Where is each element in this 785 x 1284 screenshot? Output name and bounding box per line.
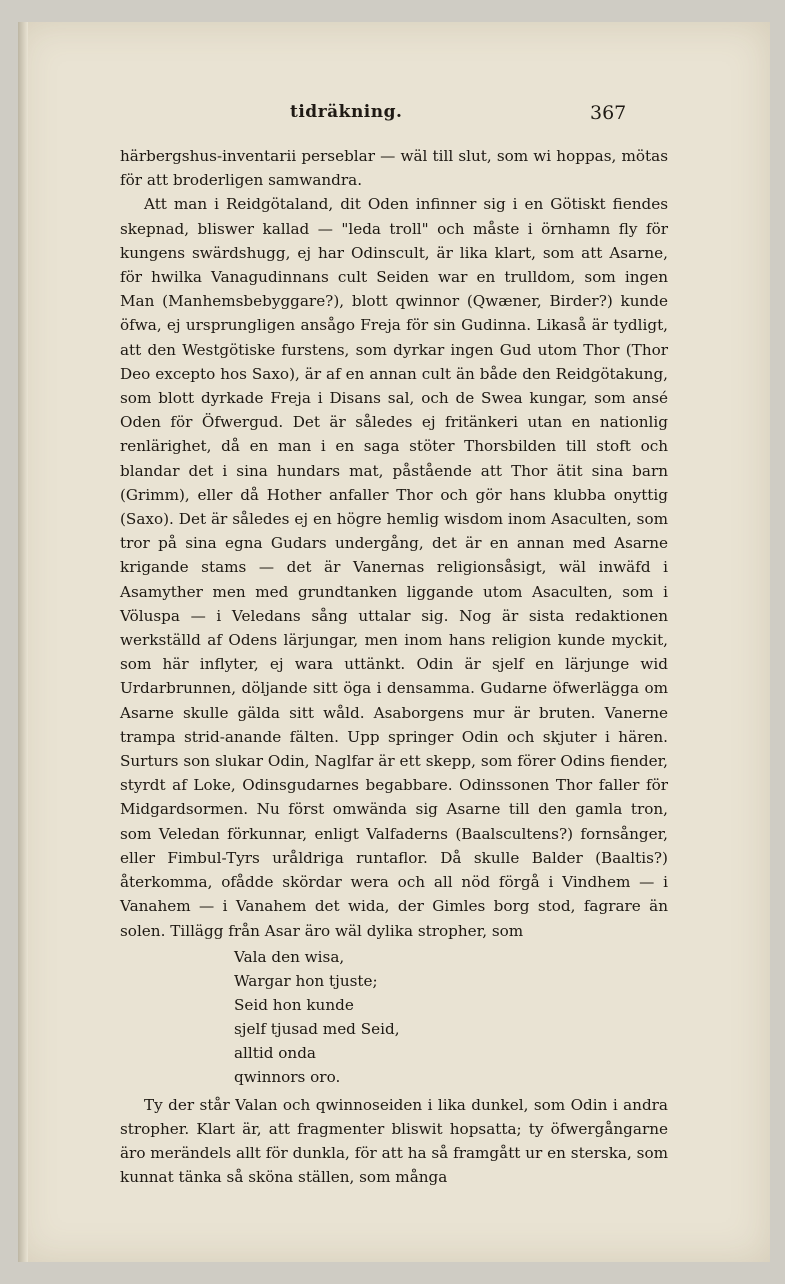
page-number: 367 — [590, 102, 627, 124]
running-head: tidräkning. — [290, 102, 403, 122]
verse-line: Vala den wisa, — [234, 947, 345, 966]
verse-line: Seid hon kunde — [234, 995, 354, 1014]
paragraph-3: Ty der står Valan och qwinnoseiden i lika dunkel, som Odin i andra stropher. Klart är, att fragmenter bliswit hopsatta; ty öfwergångarne äro merändels allt för dunkla, för att ha så framgått ur en sterska, som kunnat tänka så sköna ställen, som många — [120, 1095, 668, 1187]
page-header — [18, 102, 770, 132]
verse-line: alltid onda — [234, 1043, 316, 1062]
verse-line: Wargar hon tjuste; — [234, 971, 378, 990]
paragraph-1: härbergshus-inventarii perseblar — wäl till slut, som wi hoppas, mötas för att broderligen samwandra. — [120, 147, 668, 190]
body-text — [120, 144, 668, 1190]
verse-line: qwinnors oro. — [234, 1067, 341, 1086]
page-gutter-edge — [18, 22, 28, 1262]
verse-line: sjelf tjusad med Seid, — [234, 1019, 400, 1038]
book-page — [18, 22, 770, 1262]
verse-stanza — [234, 945, 668, 1089]
paragraph-2: Att man i Reidgötaland, dit Oden infinner sig i en Götiskt fiendes skepnad, bliswer kallad — "leda troll" och måste i örnhamn fly för kungens swärdshugg, ej har Odinscult, är lika klart, som att Asarne, för hwilka Vanagudinnans cult Seiden war en trulldom, som ingen Man (Manhemsbebyggare?), blott qwinnor (Qwæner, Birder?) kunde öfwa, ej ursprungligen ansågo Freja för sin Gudinna. Likaså är tydligt, att den Westgötiske furstens, som dyrkar ingen Gud utom Thor (Thor Deo excepto hos Saxo), är af en annan cult än både den Reidgötakung, som blott dyrkade Freja i Disans sal, och de Swea kungar, som ansé Oden för Öfwergud. Det är således ej fritänkeri utan en nationlig renlärighet, då en man i en saga stöter Thorsbilden till stoft och blandar det i sina hundars mat, påstående att Thor ätit sina barn (Grimm), eller då Hother anfaller Thor och gör hans klubba onyttig (Saxo). Det är således ej en högre hemlig wisdom inom Asaculten, som tror på sina egna Gudars undergång, det är en annan med Asarne krigande stams — det är Vanernas religionsåsigt, wäl inwäfd i Asamyther men med grundtanken liggande utom Asaculten, som i Völuspa — i Veledans sång uttalar sig. Nog är sista redaktionen werkställd af Odens lärjungar, men inom hans religion kunde myckit, som här inflyter, ej wara uttänkt. Odin är sjelf en lärjunge wid Urdarbrunnen, döljande sitt öga i densamma. Gudarne öfwerlägga om Asarne skulle gälda sitt wåld. Asaborgens mur är bruten. Vanerne trampa strid-anande fälten. Upp springer Odin och skjuter i hären. Surturs son slukar Odin, Naglfar är ett skepp, som förer Odins fiender, styrdt af Loke, Odinsgudarnes begabbare. Odinssonen Thor faller för Midgardsormen. Nu först omwända sig Asarne till den gamla tron, som Veledan förkunnar, enligt Valfaderns (Baalscultens?) fornsånger, eller Fimbul-Tyrs uråldriga runtaflor. Då skulle Balder (Baaltis?) återkomma, ofådde skördar wera och all nöd förgå i Vindhem — i Vanahem — i Vanahem det wida, der Gimles borg stod, fagrare än solen. Tillägg från Asar äro wäl dylika stropher, som — [120, 195, 668, 940]
